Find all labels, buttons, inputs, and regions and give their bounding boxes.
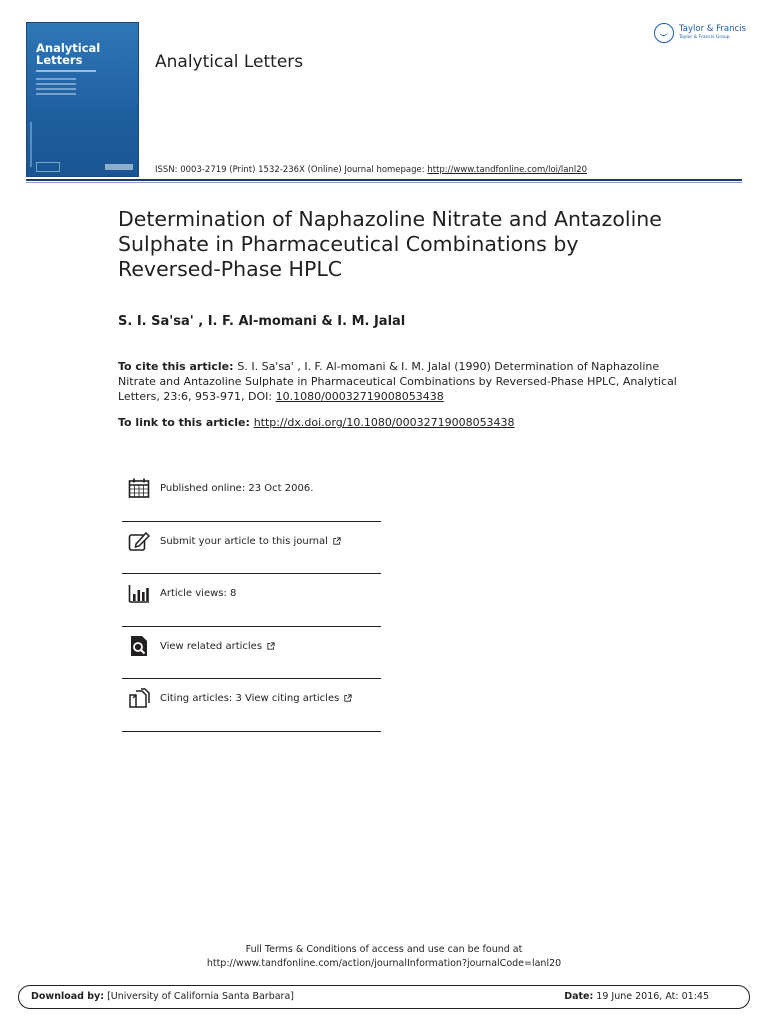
citing-articles-link[interactable]: [160, 693, 352, 704]
journal-homepage-link[interactable]: http://www.tandfonline.com/loi/lanl20: [427, 165, 588, 175]
article-link-block: [118, 416, 515, 429]
citing-articles-label: Citing articles: 3 View citing articles: [160, 693, 340, 704]
submit-article-label: Submit your article to this journal: [160, 535, 328, 547]
citation-doi-link[interactable]: 10.1080/00032719008053438: [275, 390, 444, 403]
download-info-bar: [18, 985, 750, 1009]
article-info-list: [122, 469, 381, 732]
submit-article-link[interactable]: [160, 536, 341, 547]
download-date-value: 19 June 2016, At: 01:45: [593, 991, 709, 1002]
bar-chart-icon: [128, 582, 150, 604]
info-citing[interactable]: [122, 679, 381, 732]
citation-text: S. I. Sa'sa' , I. F. Al-momani & I. M. Jalal (1990) Determination of Naphazoline Nitrate and Antazoline Sulphate in Pharmaceutical Combinations by Reversed-Phase HPLC, Analytical Letters, 23:6, 953-971, DOI:: [118, 360, 677, 403]
publisher-name: Taylor & Francis: [679, 24, 746, 34]
publisher-logo[interactable]: [654, 23, 746, 45]
header-divider-thin: [26, 182, 742, 183]
download-by-value: [University of California Santa Barbara]: [104, 991, 294, 1002]
cover-decoration-side: [30, 122, 32, 167]
related-articles-icon: [128, 635, 150, 657]
citing-articles-icon: [128, 687, 150, 709]
external-link-icon: [344, 694, 352, 702]
external-link-icon: [333, 537, 341, 545]
cover-decoration: [36, 70, 96, 72]
article-doi-link[interactable]: http://dx.doi.org/10.1080/00032719008053438: [253, 416, 515, 429]
citation-block: [118, 359, 678, 404]
header-divider: [26, 179, 742, 181]
view-related-articles-link[interactable]: [160, 641, 275, 652]
article-link-label: To link to this article:: [118, 416, 254, 429]
publisher-logo-icon: [654, 23, 674, 43]
issn-line: [155, 165, 587, 175]
issn-text: ISSN: 0003-2719 (Print) 1532-236X (Online) Journal homepage:: [155, 165, 428, 175]
external-link-icon: [267, 642, 275, 650]
cover-publisher-mark: [105, 164, 133, 170]
journal-cover-image: [26, 22, 139, 177]
calendar-icon: [128, 477, 150, 499]
published-date: Published online: 23 Oct 2006.: [160, 483, 314, 494]
info-published: [122, 469, 381, 522]
info-submit[interactable]: [122, 522, 381, 575]
info-views: [122, 574, 381, 627]
download-by-label: Download by:: [31, 991, 105, 1002]
citation-label: To cite this article:: [118, 360, 238, 373]
edit-icon: [128, 530, 150, 552]
download-date: [564, 991, 709, 1002]
related-articles-label: View related articles: [160, 640, 263, 652]
cover-title-line2: Letters: [36, 53, 83, 67]
cover-title-line1: Analytical: [36, 41, 101, 55]
download-date-label: Date:: [564, 991, 594, 1002]
terms-line1: Full Terms & Conditions of access and use can be found at: [245, 944, 523, 955]
cover-decoration-lines: [36, 78, 76, 98]
terms-notice: [0, 943, 768, 971]
cover-decoration-foot: [36, 162, 60, 172]
publisher-group: Taylor & Francis Group: [679, 35, 730, 40]
article-title: Determination of Naphazoline Nitrate and Antazoline Sulphate in Pharmaceutical Combinations by Reversed-Phase HPLC: [118, 207, 662, 281]
terms-url[interactable]: http://www.tandfonline.com/action/journalInformation?journalCode=lanl20: [206, 958, 562, 969]
cover-title: [36, 42, 100, 66]
article-authors: S. I. Sa'sa' , I. F. Al-momani & I. M. Jalal: [118, 314, 406, 329]
article-views-count: Article views: 8: [160, 588, 237, 599]
info-related[interactable]: [122, 627, 381, 680]
download-by: [31, 991, 294, 1002]
journal-name: Analytical Letters: [155, 52, 304, 72]
